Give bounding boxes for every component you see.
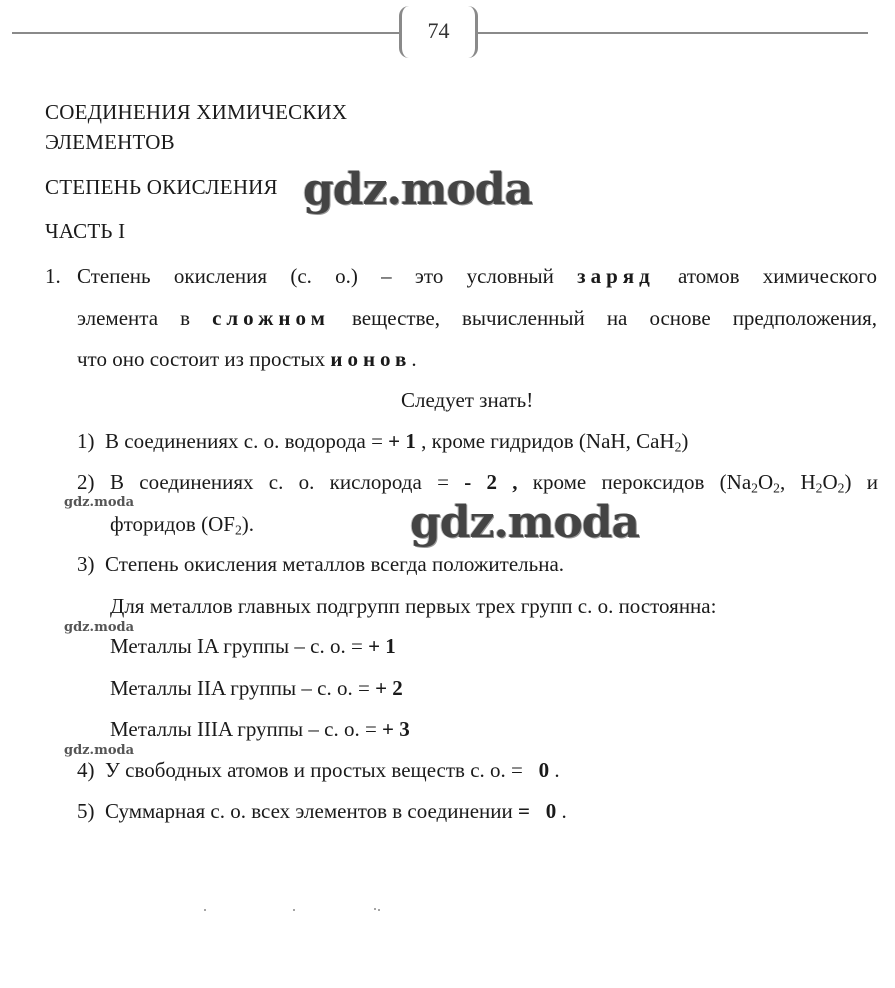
rule-text: У свободных атомов и простых веществ с. о. = <box>105 758 523 782</box>
rule-text: ) и <box>844 470 879 494</box>
rule-2-line-2 <box>110 511 254 537</box>
rule-number: 5) <box>77 799 95 823</box>
rule-text: Суммарная с. о. всех элементов в соединении <box>105 799 513 823</box>
subscript: 2 <box>751 480 758 496</box>
subscript: 2 <box>234 522 242 538</box>
watermark-small-2: gdz.moda <box>64 620 135 635</box>
rule-number: 3) <box>77 552 95 576</box>
subscript: 2 <box>815 480 823 496</box>
watermark-large-middle: gdz.moda <box>410 497 640 548</box>
scan-specks-graphic <box>200 906 400 914</box>
keyword-charge: заряд <box>577 264 655 288</box>
keyword-ions: ионов <box>330 347 412 371</box>
note-heading: Следует знать! <box>401 388 534 412</box>
rule-text: В соединениях с. о. кислорода = <box>110 470 449 494</box>
oxygen-value: - 2 , <box>464 470 518 494</box>
rule-2-line-1 <box>110 469 878 495</box>
header-rule-left <box>12 32 400 34</box>
rule-text: фторидов (OF <box>110 512 235 536</box>
hydrogen-value: + 1 <box>388 429 416 453</box>
metals-iiia-value: + 3 <box>382 717 410 741</box>
rule-text: O <box>822 470 838 494</box>
header-rule-right <box>478 32 868 34</box>
definition-line-2 <box>77 305 877 331</box>
rule-text: , H <box>779 470 816 494</box>
section-title: СТЕПЕНЬ ОКИСЛЕНИЯ <box>45 175 278 199</box>
subscript: 2 <box>674 439 682 455</box>
part-title: ЧАСТЬ I <box>45 219 126 243</box>
definition-line-3 <box>77 346 417 372</box>
definition-text: атомов химического <box>678 264 878 288</box>
item-number: 1. <box>45 264 61 288</box>
rule-2-number: 2) <box>77 470 95 494</box>
metals-iiia <box>110 716 410 742</box>
rule-text: ) <box>681 429 689 453</box>
definition-line-1 <box>77 263 877 289</box>
rule-text: . <box>561 799 567 823</box>
metals-ia-value: + 1 <box>368 634 396 658</box>
page-number-frame <box>399 6 478 58</box>
subscript: 2 <box>773 480 780 496</box>
keyword-complex: сложном <box>212 306 330 330</box>
definition-text: веществе, вычисленный на основе предположения, <box>351 306 878 330</box>
watermark-small-1: gdz.moda <box>64 495 135 510</box>
subscript: 2 <box>837 480 845 496</box>
definition-text: . <box>411 347 417 371</box>
rule-number: 4) <box>77 758 95 782</box>
page-number: 74 <box>427 18 450 43</box>
rule-3-intro: Для металлов главных подгрупп первых трех групп с. о. постоянна: <box>110 594 717 618</box>
metals-iia <box>110 675 403 701</box>
rule-number: 1) <box>77 429 95 453</box>
rule-text: . <box>554 758 560 782</box>
rule-text: кроме пероксидов (Na <box>532 470 752 494</box>
rule-text: В соединениях с. о. водорода = <box>105 429 383 453</box>
rule-text: , кроме гидридов (NaH, CaH <box>421 429 675 453</box>
rule-text: ). <box>241 512 255 536</box>
rule-text: Металлы IIIA группы – с. о. = <box>110 717 377 741</box>
definition-text: что оно состоит из простых <box>77 347 326 371</box>
rule-text: Металлы IA группы – с. о. = <box>110 634 363 658</box>
rule-1 <box>77 428 688 454</box>
chapter-title-line2: ЭЛЕМЕНТОВ <box>45 130 175 154</box>
chapter-title-line1: СОЕДИНЕНИЯ ХИМИЧЕСКИХ <box>45 100 348 124</box>
scan-specks <box>200 903 400 918</box>
rule-4 <box>77 757 560 783</box>
definition-text: Степень окисления (с. о.) – это условный <box>77 264 554 288</box>
equals-sign: = <box>518 799 530 823</box>
rule-text: Степень окисления металлов всегда положительна. <box>105 552 565 576</box>
watermark-small-3: gdz.moda <box>64 743 135 758</box>
rule-3 <box>77 551 564 577</box>
metals-iia-value: + 2 <box>375 676 403 700</box>
rule-5 <box>77 798 567 824</box>
free-atoms-value: 0 <box>538 758 550 782</box>
sum-value: 0 <box>545 799 557 823</box>
rule-text: O <box>757 470 774 494</box>
watermark-large-top: gdz.moda <box>303 164 533 215</box>
definition-text: элемента в <box>77 306 191 330</box>
metals-ia <box>110 633 396 659</box>
rule-text: Металлы IIA группы – с. о. = <box>110 676 370 700</box>
